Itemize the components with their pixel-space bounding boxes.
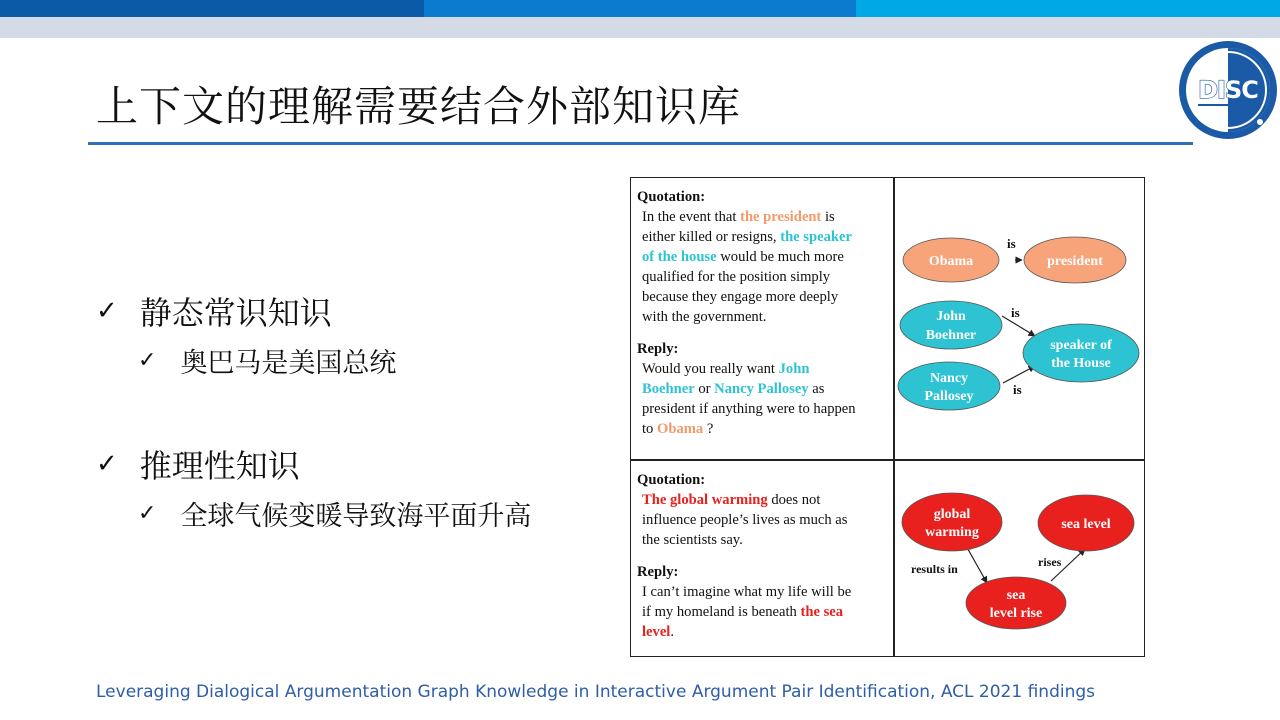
check-icon: ✓ xyxy=(138,348,157,373)
entity-nancy: Nancy Pallosey xyxy=(714,381,809,397)
example2-text xyxy=(631,470,893,642)
node-speaker-label-1: speaker of xyxy=(1050,338,1112,353)
bullet-reasoning-knowledge xyxy=(96,441,300,487)
disc-logo-icon xyxy=(1176,38,1280,142)
paper-citation: Leveraging Dialogical Argumentation Graph Knowledge in Interactive Argument Pair Identification, ACL 2021 findings xyxy=(96,682,1096,702)
edge-label-results-in: results in xyxy=(911,562,958,576)
header-band-light xyxy=(856,0,1280,17)
knowledge-graphs xyxy=(895,178,1145,658)
node-sea-level-rise xyxy=(966,577,1066,629)
bullet-text: 推理性知识 xyxy=(139,447,300,485)
check-icon: ✓ xyxy=(138,501,157,526)
node-president-label: president xyxy=(1047,254,1103,269)
entity-john: John xyxy=(778,361,810,377)
entity-house: of the house xyxy=(642,249,717,265)
node-obama-label: Obama xyxy=(928,254,974,269)
edge-label-is: is xyxy=(1013,382,1022,397)
node-john-label-2: Boehner xyxy=(925,328,977,343)
quotation-label: Quotation: xyxy=(637,472,706,488)
node-global-warming xyxy=(902,493,1002,551)
entity-president: the president xyxy=(740,209,822,225)
entity-boehner: Boehner xyxy=(642,381,695,397)
node-gw-label-2: warming xyxy=(925,525,979,540)
title-underline xyxy=(88,142,1193,145)
entity-speaker: the speaker xyxy=(780,229,852,245)
entity-obama: Obama xyxy=(657,421,704,437)
sub-bullet-global-warming xyxy=(138,494,531,533)
check-icon: ✓ xyxy=(96,449,118,479)
slide-title: 上下文的理解需要结合外部知识库 xyxy=(96,82,742,131)
reply-label: Reply: xyxy=(637,564,679,580)
entity-the-sea: the sea xyxy=(800,604,844,620)
node-nancy-label-2: Pallosey xyxy=(924,389,974,404)
example2-reply: I can’t imagine what my life will be if my homeland is beneath the sea level. xyxy=(642,584,852,640)
edge-label-is: is xyxy=(1011,305,1020,320)
example-figure xyxy=(630,177,1145,657)
header-band-gray xyxy=(0,17,1280,38)
entity-global-warming: The global warming xyxy=(642,492,768,508)
quotation-label: Quotation: xyxy=(637,189,706,205)
reply-label: Reply: xyxy=(637,341,679,357)
bullet-text: 静态常识知识 xyxy=(139,294,332,332)
sub-bullet-text: 奥巴马是美国总统 xyxy=(180,348,397,379)
node-speaker-house xyxy=(1023,324,1139,382)
example2-quotation: The global warming does not influence people’s lives as much as the scientists say. xyxy=(642,492,848,548)
example1-text xyxy=(631,187,893,439)
entity-level: level xyxy=(642,624,671,640)
edge-label-rises: rises xyxy=(1038,555,1062,569)
node-john-label-1: John xyxy=(936,309,966,324)
check-icon: ✓ xyxy=(96,296,118,326)
bullet-static-knowledge xyxy=(96,288,332,334)
node-slr-label-1: sea xyxy=(1006,588,1026,603)
sub-bullet-obama xyxy=(138,341,396,380)
node-slr-label-2: level rise xyxy=(989,606,1043,621)
example1-quotation: In the event that the president is either killed or resigns, the speaker of the house would be much more qualified for the position simply because they engage more deeply with the government. xyxy=(642,209,852,325)
edge-label-is: is xyxy=(1007,236,1016,251)
node-gw-label-1: global xyxy=(933,507,971,522)
edge-nancy-speaker xyxy=(1003,366,1035,383)
example1-reply: Would you really want John Boehner or Nancy Pallosey as president if anything were to happen to Obama ? xyxy=(642,361,856,437)
header-band-mid xyxy=(424,0,856,17)
logo-text: DISC xyxy=(1198,76,1258,104)
node-sea-level-label: sea level xyxy=(1061,517,1111,532)
node-speaker-label-2: the House xyxy=(1051,356,1111,371)
header-band-dark xyxy=(0,0,424,17)
node-nancy-label-1: Nancy xyxy=(929,371,969,386)
sub-bullet-text: 全球气候变暖导致海平面升高 xyxy=(180,501,532,532)
